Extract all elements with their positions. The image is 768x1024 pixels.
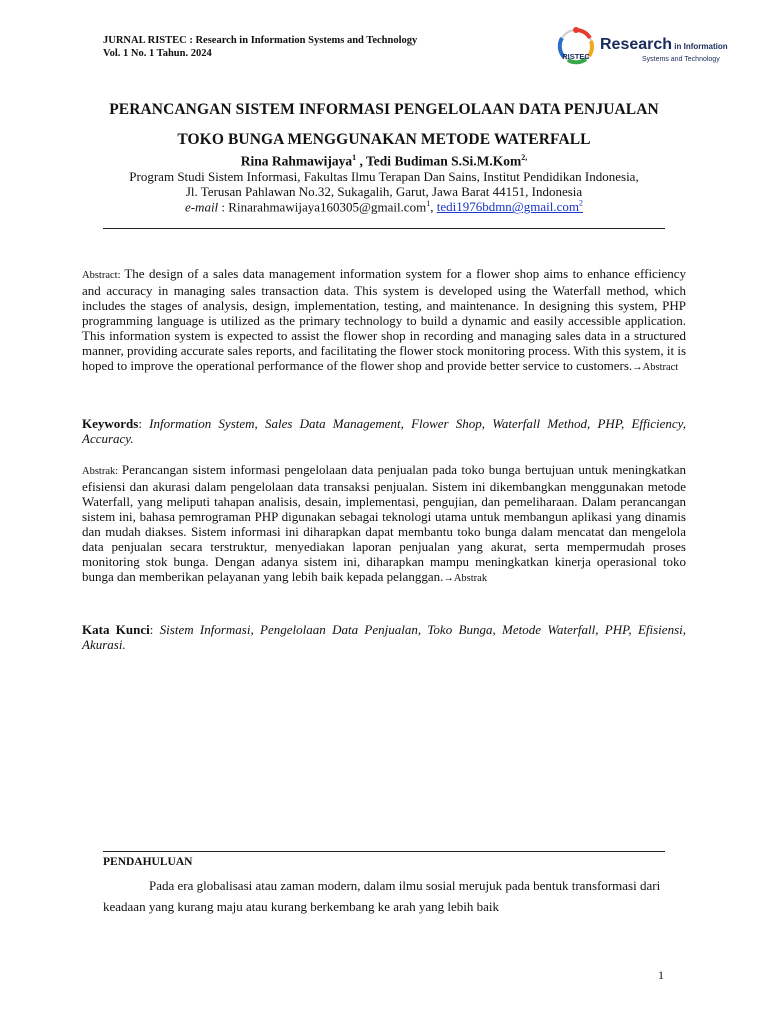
author-2-sup: 2, [521, 153, 528, 162]
abstrak-label: Abstrak: [82, 466, 122, 477]
abstrak-text: Perancangan sistem informasi pengelolaan data penjualan pada toko bunga bertujuan untuk meningkatkan efisiensi dan akurasi dalam pengelolaan data transaksi penjualan. Sistem ini dikembangkan menggunakan metode Waterfall, yang meliputi tahapan analisis, desain, implementasi, pengujian, dan pemeliharaan. Dalam perancangan sistem ini, bahasa pemrograman PHP digunakan sebagai teknologi utama untuk membangun aplikasi yang dinamis dan mudah diakses. Sistem informasi ini diharapkan dapat membantu toko bunga dalam mencatat dan mengelola data penjualan secara terstruktur, menyediakan laporan penjualan yang akurat, serta mempermudah proses monitoring stok bunga. Dengan adanya sistem ini, diharapkan mampu meningkatkan kinerja operasional toko bunga dan memberikan pelayanan yang lebih baik kepada pelanggan. [82, 462, 686, 584]
email-label: e-mail [184, 199, 219, 215]
email-sep: : [218, 199, 229, 215]
email-comma: , [430, 199, 437, 215]
abstract-english [82, 266, 686, 375]
logo-title [600, 36, 728, 54]
author-1: Rina Rahmawijaya [240, 153, 353, 169]
header-divider [103, 228, 665, 229]
affiliation-line2: Jl. Terusan Pahlawan No.32, Sukagalih, Garut, Jawa Barat 44151, Indonesia [185, 184, 583, 199]
author-line [0, 153, 768, 170]
paper-title-line1: PERANCANGAN SISTEM INFORMASI PENGELOLAAN DATA PENJUALAN [109, 101, 659, 118]
logo-title-small: in Information [672, 42, 728, 51]
affiliation-line1: Program Studi Sistem Informasi, Fakultas Ilmu Terapan Dan Sains, Institut Pendidikan Indonesia, [129, 169, 639, 184]
abstract-text: The design of a sales data management information system for a flower shop aims to enhance efficiency and accuracy in managing sales transaction data. This system is developed using the Waterfall method, which includes the stages of analysis, design, implementation, testing, and maintenance. In designing this system, PHP programming language is utilized as the primary technology to build a dynamic and easily accessible application. This information system is expected to assist the flower shop in recording and managing sales data in a structured manner, providing accurate sales reports, and facilitating the flower stock monitoring process. With this system, it is hoped to improve the operational performance of the flower shop and provide better service to customers. [82, 266, 686, 373]
ristec-logo [556, 26, 740, 74]
logo-circle-text: RISTEC [562, 52, 590, 61]
section-heading: PENDAHULUAN [103, 856, 193, 868]
email-1-sup: 1 [426, 199, 431, 208]
author-1-sup: 1 [352, 153, 357, 162]
section-divider [103, 851, 665, 852]
email-1: Rinarahmawijaya160305@gmail.com [228, 199, 427, 215]
logo-title-main: Research [600, 36, 673, 53]
keywords-text: Information System, Sales Data Management, Flower Shop, Waterfall Method, PHP, Efficiency, Accuracy. [82, 416, 686, 446]
kata-kunci-text: Sistem Informasi, Pengelolaan Data Penjualan, Toko Bunga, Metode Waterfall, PHP, Efisiensi, Akurasi. [82, 622, 686, 652]
keywords [82, 416, 686, 446]
journal-volume: Vol. 1 No. 1 Tahun. 2024 [103, 48, 212, 59]
email-2-sup: 2 [579, 199, 584, 208]
abstract-tail: →Abstract [632, 362, 679, 373]
author-separator: , [356, 153, 367, 169]
abstract-indonesian [82, 462, 686, 586]
kata-kunci-colon: : [149, 622, 160, 637]
logo-subtitle: Systems and Technology [642, 56, 720, 63]
email-2-link[interactable] [437, 199, 583, 214]
journal-header [103, 34, 417, 60]
keywords-label: Keywords [82, 416, 139, 431]
journal-name: JURNAL RISTEC : Research in Information Systems and Technology [103, 35, 418, 46]
email-line [0, 199, 768, 215]
paper-title-line2: TOKO BUNGA MENGGUNAKAN METODE WATERFALL [177, 131, 591, 148]
kata-kunci-label: Kata Kunci [82, 622, 150, 637]
kata-kunci [82, 622, 686, 652]
author-2: Tedi Budiman S.Si.M.Kom [366, 153, 522, 169]
page-number: 1 [658, 968, 664, 982]
abstract-label: Abstract: [82, 270, 125, 281]
email-2: tedi1976bdmn@gmail.com [436, 199, 580, 215]
section-paragraph: Pada era globalisasi atau zaman modern, dalam ilmu sosial merujuk pada bentuk transformasi dari keadaan yang kurang maju atau kurang berkembang ke arah yang lebih baik [103, 878, 661, 914]
keywords-colon: : [138, 416, 150, 431]
abstrak-tail: →Abstrak [443, 573, 488, 584]
